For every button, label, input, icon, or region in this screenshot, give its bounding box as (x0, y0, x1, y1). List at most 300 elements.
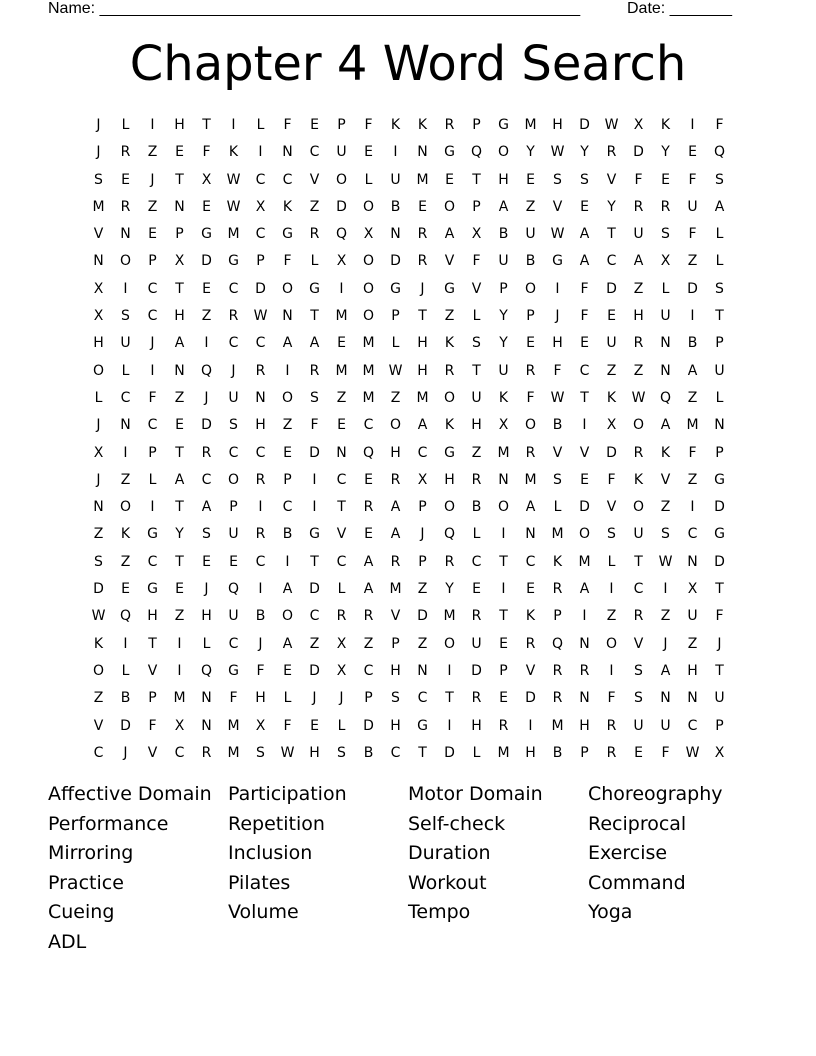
grid-letter[interactable]: K (120, 526, 131, 543)
grid-letter[interactable]: B (390, 198, 401, 215)
grid-letter[interactable]: F (580, 308, 589, 325)
grid-letter[interactable]: A (498, 198, 509, 215)
grid-letter[interactable]: O (443, 635, 456, 652)
grid-letter[interactable]: U (228, 526, 239, 543)
grid-letter[interactable]: T (607, 226, 616, 243)
grid-letter[interactable]: J (150, 171, 155, 188)
grid-letter[interactable]: K (228, 144, 239, 161)
grid-letter[interactable]: O (92, 662, 105, 679)
grid-letter[interactable]: R (606, 744, 617, 761)
grid-letter[interactable]: P (715, 717, 724, 734)
grid-letter[interactable]: U (660, 308, 671, 325)
grid-letter[interactable]: G (498, 117, 509, 133)
grid-letter[interactable]: O (335, 171, 348, 188)
grid-letter[interactable]: E (175, 581, 184, 598)
grid-letter[interactable]: U (606, 335, 617, 352)
grid-letter[interactable]: S (310, 389, 319, 406)
grid-letter[interactable]: J (231, 362, 236, 379)
grid-letter[interactable]: J (204, 581, 209, 598)
grid-letter[interactable]: E (175, 144, 184, 161)
grid-letter[interactable]: N (201, 690, 212, 707)
grid-letter[interactable]: C (255, 171, 266, 188)
grid-letter[interactable]: S (661, 226, 670, 243)
grid-letter[interactable]: K (444, 417, 455, 434)
grid-letter[interactable]: R (255, 471, 266, 488)
grid-letter[interactable]: D (606, 280, 617, 297)
grid-letter[interactable]: H (255, 417, 266, 434)
grid-letter[interactable]: C (687, 717, 698, 734)
grid-letter[interactable]: I (123, 280, 128, 297)
grid-letter[interactable]: C (417, 690, 428, 707)
grid-letter[interactable]: C (174, 744, 185, 761)
grid-letter[interactable]: D (471, 662, 482, 679)
grid-letter[interactable]: N (579, 690, 590, 707)
grid-letter[interactable]: I (258, 581, 263, 598)
grid-letter[interactable]: A (687, 362, 698, 379)
grid-letter[interactable]: K (633, 471, 644, 488)
grid-letter[interactable]: U (228, 608, 239, 625)
grid-letter[interactable]: G (552, 253, 563, 270)
grid-letter[interactable]: M (497, 444, 510, 461)
grid-letter[interactable]: H (525, 744, 536, 761)
grid-letter[interactable]: M (362, 335, 375, 352)
grid-letter[interactable]: K (552, 553, 563, 570)
grid-letter[interactable]: S (256, 744, 265, 761)
grid-letter[interactable]: T (418, 308, 427, 325)
grid-letter[interactable]: C (255, 335, 266, 352)
grid-letter[interactable]: Y (526, 144, 535, 161)
grid-letter[interactable]: R (444, 117, 455, 133)
grid-letter[interactable]: G (228, 253, 239, 270)
grid-letter[interactable]: L (148, 471, 157, 488)
grid-letter[interactable]: A (417, 417, 428, 434)
grid-letter[interactable]: G (147, 526, 158, 543)
grid-letter[interactable]: W (604, 117, 619, 133)
grid-letter[interactable]: D (120, 717, 131, 734)
grid-letter[interactable]: T (175, 444, 184, 461)
grid-letter[interactable]: O (362, 280, 375, 297)
grid-letter[interactable]: H (498, 171, 509, 188)
grid-letter[interactable]: R (633, 608, 644, 625)
grid-letter[interactable]: P (553, 608, 562, 625)
grid-letter[interactable]: F (553, 362, 562, 379)
grid-letter[interactable]: N (687, 690, 698, 707)
grid-letter[interactable]: V (309, 171, 320, 188)
grid-letter[interactable]: W (226, 171, 241, 188)
grid-letter[interactable]: Y (175, 526, 184, 543)
grid-letter[interactable]: V (93, 717, 104, 734)
grid-letter[interactable]: K (390, 117, 401, 133)
grid-letter[interactable]: T (175, 280, 184, 297)
grid-letter[interactable]: V (444, 253, 455, 270)
grid-letter[interactable]: Z (417, 635, 428, 652)
grid-letter[interactable]: P (175, 226, 184, 243)
grid-letter[interactable]: V (336, 526, 347, 543)
grid-letter[interactable]: T (580, 389, 589, 406)
grid-letter[interactable]: I (312, 471, 317, 488)
grid-letter[interactable]: V (606, 499, 617, 516)
grid-letter[interactable]: D (525, 690, 536, 707)
grid-letter[interactable]: G (714, 471, 725, 488)
grid-letter[interactable]: M (92, 198, 105, 215)
grid-letter[interactable]: J (96, 471, 101, 488)
grid-letter[interactable]: R (228, 308, 239, 325)
grid-letter[interactable]: N (93, 253, 104, 270)
grid-letter[interactable]: Z (147, 198, 158, 215)
grid-letter[interactable]: E (202, 553, 211, 570)
grid-letter[interactable]: N (282, 144, 293, 161)
grid-letter[interactable]: F (607, 690, 616, 707)
grid-letter[interactable]: D (363, 717, 374, 734)
grid-letter[interactable]: M (335, 362, 348, 379)
grid-letter[interactable]: J (150, 335, 155, 352)
grid-letter[interactable]: G (417, 717, 428, 734)
grid-letter[interactable]: Q (551, 635, 564, 652)
grid-letter[interactable]: P (715, 335, 724, 352)
grid-letter[interactable]: W (91, 608, 106, 625)
grid-letter[interactable]: R (606, 717, 617, 734)
grid-letter[interactable]: O (281, 608, 294, 625)
grid-letter[interactable]: I (690, 308, 695, 325)
grid-letter[interactable]: P (148, 690, 157, 707)
grid-letter[interactable]: E (202, 198, 211, 215)
grid-letter[interactable]: I (555, 280, 560, 297)
grid-letter[interactable]: P (229, 499, 238, 516)
grid-letter[interactable]: D (606, 444, 617, 461)
grid-letter[interactable]: L (472, 526, 481, 543)
grid-letter[interactable]: J (123, 744, 128, 761)
grid-letter[interactable]: Z (390, 389, 401, 406)
grid-letter[interactable]: B (687, 335, 698, 352)
grid-letter[interactable]: I (204, 335, 209, 352)
grid-letter[interactable]: A (714, 198, 725, 215)
grid-letter[interactable]: H (390, 444, 401, 461)
grid-letter[interactable]: A (174, 335, 185, 352)
grid-letter[interactable]: N (525, 526, 536, 543)
grid-letter[interactable]: C (255, 444, 266, 461)
grid-letter[interactable]: J (312, 690, 317, 707)
grid-letter[interactable]: X (93, 308, 104, 325)
grid-letter[interactable]: C (633, 581, 644, 598)
grid-letter[interactable]: S (634, 662, 643, 679)
grid-letter[interactable]: C (147, 308, 158, 325)
grid-letter[interactable]: Z (120, 471, 131, 488)
grid-letter[interactable]: C (147, 417, 158, 434)
grid-letter[interactable]: J (258, 635, 263, 652)
grid-letter[interactable]: Z (660, 608, 671, 625)
grid-letter[interactable]: R (255, 526, 266, 543)
grid-letter[interactable]: H (687, 662, 698, 679)
grid-letter[interactable]: P (364, 690, 373, 707)
grid-letter[interactable]: U (633, 526, 644, 543)
grid-letter[interactable]: N (255, 389, 266, 406)
grid-letter[interactable]: C (606, 253, 617, 270)
grid-letter[interactable]: P (391, 308, 400, 325)
grid-letter[interactable]: R (201, 444, 212, 461)
grid-letter[interactable]: W (685, 744, 700, 761)
grid-letter[interactable]: N (417, 662, 428, 679)
grid-letter[interactable]: T (175, 499, 184, 516)
grid-letter[interactable]: R (471, 690, 482, 707)
grid-letter[interactable]: Z (93, 690, 104, 707)
grid-letter[interactable]: R (606, 144, 617, 161)
grid-letter[interactable]: C (309, 608, 320, 625)
grid-letter[interactable]: K (417, 117, 428, 133)
grid-letter[interactable]: L (337, 717, 346, 734)
grid-letter[interactable]: P (148, 444, 157, 461)
grid-letter[interactable]: E (499, 635, 508, 652)
grid-letter[interactable]: N (687, 553, 698, 570)
grid-letter[interactable]: B (552, 417, 563, 434)
grid-letter[interactable]: N (120, 417, 131, 434)
grid-letter[interactable]: F (688, 444, 697, 461)
grid-letter[interactable]: C (93, 744, 104, 761)
grid-letter[interactable]: D (633, 144, 644, 161)
grid-letter[interactable]: V (606, 171, 617, 188)
grid-letter[interactable]: M (416, 171, 429, 188)
grid-letter[interactable]: Z (687, 389, 698, 406)
grid-letter[interactable]: E (364, 471, 373, 488)
grid-letter[interactable]: O (119, 253, 132, 270)
grid-letter[interactable]: R (390, 471, 401, 488)
grid-letter[interactable]: X (714, 744, 725, 761)
grid-letter[interactable]: U (714, 362, 725, 379)
grid-letter[interactable]: J (204, 389, 209, 406)
grid-letter[interactable]: D (390, 253, 401, 270)
grid-letter[interactable]: R (579, 662, 590, 679)
grid-letter[interactable]: Z (174, 608, 185, 625)
grid-letter[interactable]: O (443, 389, 456, 406)
grid-letter[interactable]: M (227, 717, 240, 734)
grid-letter[interactable]: C (120, 389, 131, 406)
grid-letter[interactable]: Z (633, 362, 644, 379)
grid-letter[interactable]: C (687, 526, 698, 543)
grid-letter[interactable]: M (389, 581, 402, 598)
grid-letter[interactable]: P (526, 308, 535, 325)
grid-letter[interactable]: Q (362, 444, 375, 461)
grid-letter[interactable]: R (444, 362, 455, 379)
grid-letter[interactable]: L (121, 117, 130, 133)
grid-letter[interactable]: S (202, 526, 211, 543)
grid-letter[interactable]: H (309, 744, 320, 761)
grid-letter[interactable]: B (498, 226, 509, 243)
grid-letter[interactable]: C (336, 553, 347, 570)
grid-letter[interactable]: X (471, 226, 482, 243)
grid-letter[interactable]: Z (660, 499, 671, 516)
grid-letter[interactable]: H (390, 662, 401, 679)
grid-letter[interactable]: X (174, 717, 185, 734)
grid-letter[interactable]: M (524, 117, 537, 133)
grid-letter[interactable]: H (174, 308, 185, 325)
grid-letter[interactable]: G (390, 280, 401, 297)
grid-letter[interactable]: T (418, 744, 427, 761)
grid-letter[interactable]: D (714, 499, 725, 516)
grid-letter[interactable]: A (282, 635, 293, 652)
grid-letter[interactable]: E (472, 581, 481, 598)
grid-letter[interactable]: S (553, 171, 562, 188)
grid-letter[interactable]: E (121, 581, 130, 598)
grid-letter[interactable]: E (526, 171, 535, 188)
grid-letter[interactable]: N (174, 198, 185, 215)
grid-letter[interactable]: R (309, 226, 320, 243)
grid-letter[interactable]: A (390, 499, 401, 516)
grid-letter[interactable]: Z (309, 635, 320, 652)
grid-letter[interactable]: A (309, 335, 320, 352)
grid-letter[interactable]: F (715, 117, 724, 133)
grid-letter[interactable]: X (255, 717, 266, 734)
grid-letter[interactable]: G (714, 526, 725, 543)
grid-letter[interactable]: B (471, 499, 482, 516)
grid-letter[interactable]: Z (687, 471, 698, 488)
grid-letter[interactable]: B (120, 690, 131, 707)
grid-letter[interactable]: Z (282, 417, 293, 434)
grid-letter[interactable]: E (580, 335, 589, 352)
grid-letter[interactable]: F (715, 608, 724, 625)
grid-letter[interactable]: S (337, 744, 346, 761)
grid-letter[interactable]: F (283, 117, 292, 133)
grid-letter[interactable]: W (253, 308, 268, 325)
grid-letter[interactable]: R (120, 198, 131, 215)
grid-letter[interactable]: J (96, 144, 101, 161)
grid-letter[interactable]: I (177, 635, 182, 652)
grid-letter[interactable]: D (201, 417, 212, 434)
grid-letter[interactable]: S (94, 171, 103, 188)
grid-letter[interactable]: Y (607, 198, 616, 215)
grid-letter[interactable]: X (336, 253, 347, 270)
grid-letter[interactable]: Z (336, 389, 347, 406)
grid-letter[interactable]: R (444, 553, 455, 570)
grid-letter[interactable]: G (282, 226, 293, 243)
grid-letter[interactable]: R (633, 198, 644, 215)
grid-letter[interactable]: R (471, 471, 482, 488)
grid-letter[interactable]: Z (309, 198, 320, 215)
grid-letter[interactable]: I (258, 499, 263, 516)
grid-letter[interactable]: R (525, 444, 536, 461)
grid-letter[interactable]: O (443, 499, 456, 516)
grid-letter[interactable]: I (150, 499, 155, 516)
grid-letter[interactable]: L (121, 662, 130, 679)
grid-letter[interactable]: E (148, 226, 157, 243)
grid-letter[interactable]: G (228, 662, 239, 679)
grid-letter[interactable]: T (499, 553, 508, 570)
grid-letter[interactable]: G (309, 280, 320, 297)
grid-letter[interactable]: V (552, 198, 563, 215)
grid-letter[interactable]: D (93, 581, 104, 598)
grid-letter[interactable]: D (309, 444, 320, 461)
grid-letter[interactable]: R (255, 362, 266, 379)
grid-letter[interactable]: X (363, 226, 374, 243)
grid-letter[interactable]: D (687, 280, 698, 297)
grid-letter[interactable]: E (526, 581, 535, 598)
grid-letter[interactable]: M (578, 553, 591, 570)
grid-letter[interactable]: S (472, 335, 481, 352)
grid-letter[interactable]: S (607, 526, 616, 543)
grid-letter[interactable]: Q (119, 608, 132, 625)
grid-letter[interactable]: X (687, 581, 698, 598)
grid-letter[interactable]: L (607, 553, 616, 570)
grid-letter[interactable]: X (336, 635, 347, 652)
grid-letter[interactable]: X (633, 117, 644, 133)
grid-letter[interactable]: E (445, 171, 454, 188)
grid-letter[interactable]: C (309, 144, 320, 161)
grid-letter[interactable]: D (309, 581, 320, 598)
grid-letter[interactable]: O (524, 280, 537, 297)
grid-letter[interactable]: O (389, 417, 402, 434)
grid-letter[interactable]: J (663, 635, 668, 652)
grid-letter[interactable]: A (660, 417, 671, 434)
grid-letter[interactable]: X (498, 417, 509, 434)
grid-letter[interactable]: Q (470, 144, 483, 161)
grid-letter[interactable]: T (499, 608, 508, 625)
grid-letter[interactable]: Y (661, 144, 670, 161)
grid-letter[interactable]: I (123, 444, 128, 461)
grid-letter[interactable]: O (632, 417, 645, 434)
grid-letter[interactable]: D (201, 253, 212, 270)
grid-letter[interactable]: F (364, 117, 373, 133)
grid-letter[interactable]: B (552, 744, 563, 761)
grid-letter[interactable]: R (633, 335, 644, 352)
grid-letter[interactable]: H (471, 417, 482, 434)
grid-letter[interactable]: A (579, 226, 590, 243)
grid-letter[interactable]: H (552, 117, 563, 133)
grid-letter[interactable]: I (582, 417, 587, 434)
grid-letter[interactable]: I (447, 662, 452, 679)
grid-letter[interactable]: P (337, 117, 346, 133)
grid-letter[interactable]: E (283, 662, 292, 679)
grid-letter[interactable]: R (417, 226, 428, 243)
grid-letter[interactable]: Q (335, 226, 348, 243)
grid-letter[interactable]: I (609, 662, 614, 679)
grid-letter[interactable]: V (93, 226, 104, 243)
grid-letter[interactable]: C (363, 662, 374, 679)
grid-letter[interactable]: C (147, 553, 158, 570)
grid-letter[interactable]: Y (445, 581, 454, 598)
grid-letter[interactable]: K (660, 444, 671, 461)
grid-letter[interactable]: O (578, 526, 591, 543)
grid-letter[interactable]: S (94, 553, 103, 570)
grid-letter[interactable]: T (337, 499, 346, 516)
grid-letter[interactable]: R (633, 444, 644, 461)
grid-letter[interactable]: W (280, 744, 295, 761)
grid-letter[interactable]: Z (174, 389, 185, 406)
grid-letter[interactable]: E (418, 198, 427, 215)
grid-letter[interactable]: J (555, 308, 560, 325)
grid-letter[interactable]: N (417, 144, 428, 161)
grid-letter[interactable]: E (580, 471, 589, 488)
grid-letter[interactable]: N (714, 417, 725, 434)
grid-letter[interactable]: X (336, 662, 347, 679)
grid-letter[interactable]: W (226, 198, 241, 215)
grid-letter[interactable]: I (123, 635, 128, 652)
grid-letter[interactable]: D (255, 280, 266, 297)
grid-letter[interactable]: I (582, 608, 587, 625)
grid-letter[interactable]: C (417, 444, 428, 461)
grid-letter[interactable]: R (363, 499, 374, 516)
grid-letter[interactable]: C (147, 280, 158, 297)
grid-letter[interactable]: L (715, 226, 724, 243)
grid-letter[interactable]: P (499, 280, 508, 297)
grid-letter[interactable]: N (498, 471, 509, 488)
grid-letter[interactable]: R (552, 581, 563, 598)
grid-letter[interactable]: H (444, 471, 455, 488)
grid-letter[interactable]: S (715, 171, 724, 188)
grid-letter[interactable]: N (660, 335, 671, 352)
grid-letter[interactable]: Q (443, 526, 456, 543)
grid-letter[interactable]: D (579, 499, 590, 516)
grid-letter[interactable]: O (362, 308, 375, 325)
grid-letter[interactable]: R (525, 635, 536, 652)
grid-letter[interactable]: C (282, 499, 293, 516)
